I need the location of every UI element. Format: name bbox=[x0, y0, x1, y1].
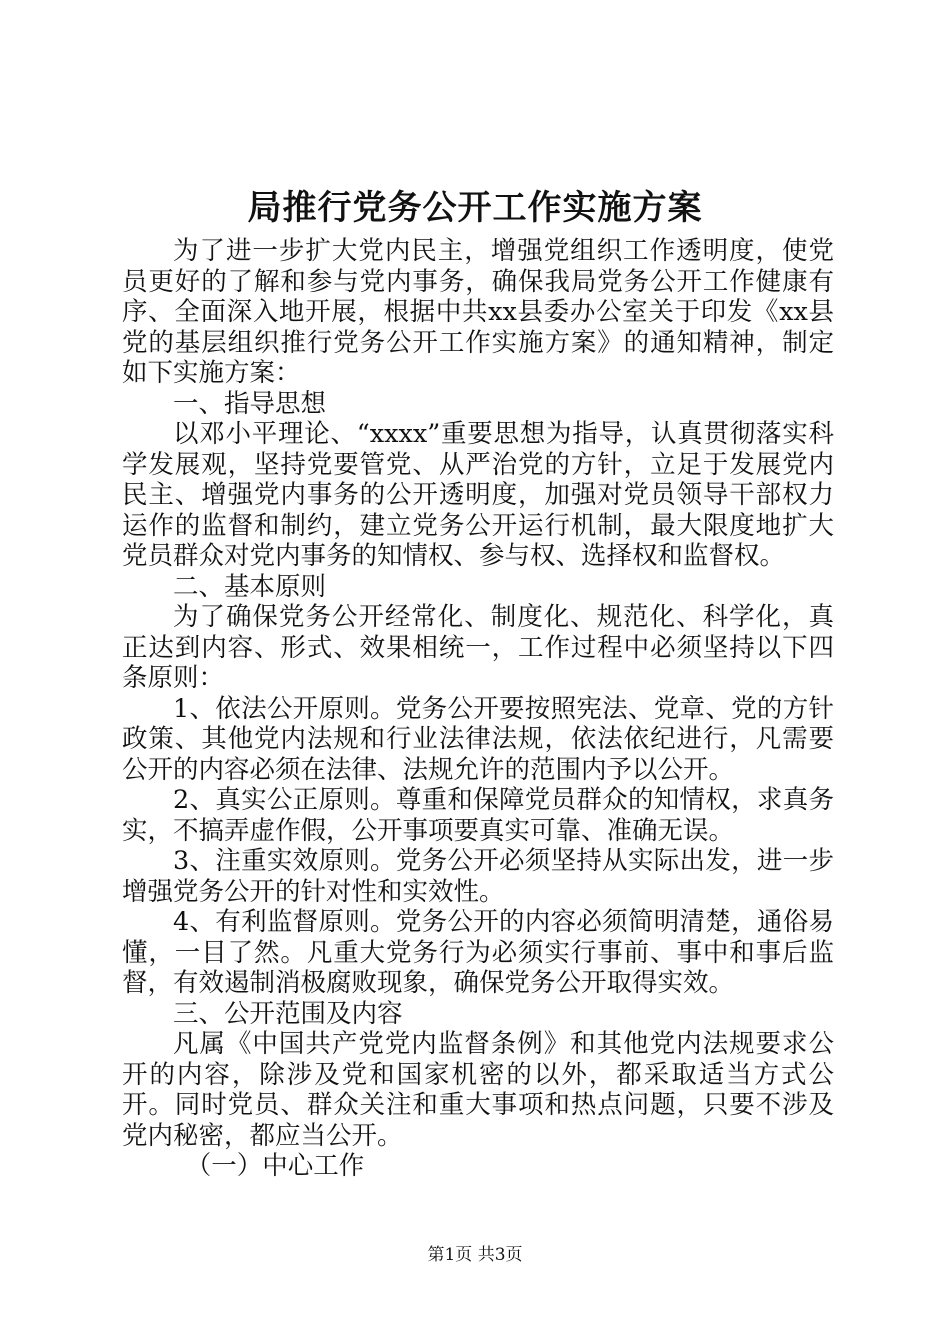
section-heading-3: 三、公开范围及内容 bbox=[173, 998, 403, 1029]
principle-1-paragraph: 1、依法公开原则。党务公开要按照宪法、党章、党的方针政策、其他党内法规和行业法律法规，依法依纪进行，凡需要公开的内容必须在法律、法规允许的范围内予以公开。 bbox=[122, 693, 834, 785]
subsection-heading-1: （一）中心工作 bbox=[185, 1151, 365, 1181]
document-body bbox=[122, 236, 834, 1182]
section-2-paragraph: 为了确保党务公开经常化、制度化、规范化、科学化，真正达到内容、形式、效果相统一，工作过程中必须坚持以下四条原则： bbox=[122, 602, 834, 693]
section-3-paragraph: 凡属《中国共产党党内监督条例》和其他党内法规要求公开的内容，除涉及党和国家机密的以外，都采取适当方式公开。同时党员、群众关注和重大事项和热点问题，只要不涉及党内秘密，都应当公开。 bbox=[122, 1029, 834, 1151]
principle-3-paragraph: 3、注重实效原则。党务公开必须坚持从实际出发，进一步增强党务公开的针对性和实效性。 bbox=[122, 846, 834, 907]
section-1-paragraph: 以邓小平理论、“xxxx”重要思想为指导，认真贯彻落实科学发展观，坚持党要管党、从严治党的方针，立足于发展党内民主、增强党内事务的公开透明度，加强对党员领导干部权力运作的监督和制约，建立党务公开运行机制，最大限度地扩大党员群众对党内事务的知情权、参与权、选择权和监督权。 bbox=[122, 419, 834, 571]
page-footer: 第1页 共3页 bbox=[427, 1245, 523, 1265]
section-heading-2: 二、基本原则 bbox=[173, 571, 327, 602]
principle-2-paragraph: 2、真实公正原则。尊重和保障党员群众的知情权，求真务实，不搞弄虚作假，公开事项要真实可靠、准确无误。 bbox=[122, 785, 834, 846]
intro-paragraph: 为了进一步扩大党内民主，增强党组织工作透明度，使党员更好的了解和参与党内事务，确保我局党务公开工作健康有序、全面深入地开展，根据中共xx县委办公室关于印发《xx县党的基层组织推行党务公开工作实施方案》的通知精神，制定如下实施方案： bbox=[122, 236, 834, 388]
section-heading-1: 一、指导思想 bbox=[173, 388, 327, 419]
principle-4-paragraph: 4、有利监督原则。党务公开的内容必须简明清楚，通俗易懂，一目了然。凡重大党务行为必须实行事前、事中和事后监督，有效遏制消极腐败现象，确保党务公开取得实效。 bbox=[122, 907, 834, 998]
document-title: 局推行党务公开工作实施方案 bbox=[247, 188, 703, 228]
